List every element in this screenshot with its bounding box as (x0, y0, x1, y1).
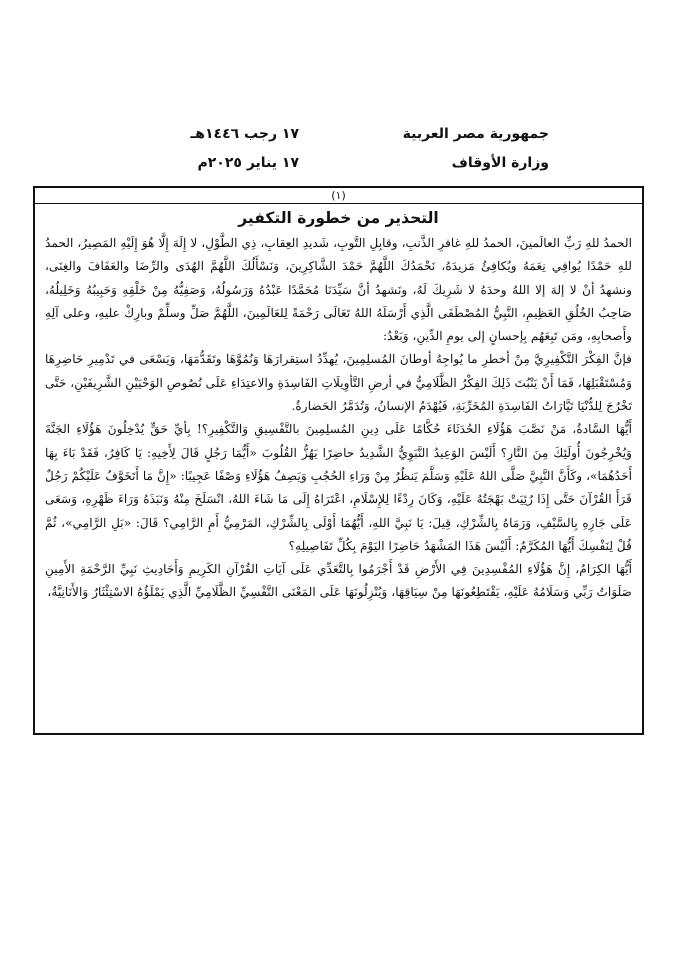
sermon-frame (33, 186, 644, 735)
paragraph-2: فإنَّ الفِكْرَ التَّكْفِيرِيَّ مِنْ أخطرِ ما يُواجِهُ أوطانَ المُسلِمِينَ، يُهدِّدُ استِقرارَهَا وَنُمُوَّهَا وتَقَدُّمَهَا، وَيَسْعَى في تَدْمِيرِ حَاضِرِهَا وَمُسْتَقْبَلِهَا، فَمَا أَنْ يَنْبُتَ ذَلِكَ الفِكْرُ الظَّلَامِيُّ في أرضِ التَّأوِيلَاتِ الفَاسِدَةِ والاعتِدَاءِ عَلَى نُصُوصِ الوَحْيَيْنِ الشَّرِيفَيْنِ، حَتَّى تَخْرُجَ لِلدُّنْيَا تَيَّارَاتُ الفَاسِدَةِ المُخَرِّبَةِ، فَيُهْدَمُ الإنسانُ، وَتُدَمَّرُ الحَضارةُ. (45, 352, 632, 414)
sermon-title: التحذير من خطورة التكفير (238, 209, 439, 227)
header-country: جمهورية مصر العربية (402, 126, 549, 142)
paragraph-1: الحمدُ للهِ رَبِّ العالَمينَ، الحمدُ للهِ غافرِ الذَّنبِ، وقابِلِ التَّوبِ، شَديدِ العِقابِ، ذِي الطَّوْلِ، لا إِلَهَ إِلَّا هُوَ إِلَيْهِ المَصِيرُ، الحمدُ للهِ حَمْدًا يُوافِي نِعَمَهُ ويُكافِئُ مَزيدَهُ، نَحْمَدُكَ اللَّهُمَّ حَمْدَ الشَّاكِرِينَ، وَنَسْأَلُكَ اللَّهُمَّ الهُدَى والرِّضَا والعَفَافَ والغِنَى، ونشهدُ أنْ لا إلهَ إلا اللهُ وحدَهُ لا شَرِيكَ لَهُ، ونَشهدُ أنَّ سَيِّدَنَا مُحَمَّدًا عَبْدُهُ وَرَسُولُهُ، وَصَفِيُّهُ مِنْ خَلْقِهِ وَحَبِيبُهُ وَخَلِيلُهُ، صَاحِبُ الخُلُقِ العَظِيمِ، النَّبِيُّ المُصْطَفَى الَّذِي أَرْسَلَهُ اللهُ تَعَالَى رَحْمَةً لِلعَالَمِينَ، اللَّهُمَّ صَلِّ وسلِّمْ وبارِكْ عليهِ، وعلى آلِهِ وأَصحابِهِ، ومَن تَبِعَهُم بِإحسانٍ إلى يومِ الدِّينِ، وَبَعْدُ: (45, 236, 632, 344)
sermon-body (45, 232, 632, 727)
header-ministry: وزارة الأوقاف (451, 155, 549, 171)
frame-divider (35, 203, 642, 204)
paragraph-4: أَيُّهَا الكِرَامُ، إِنَّ هَؤُلَاءِ المُفْسِدِينَ فِي الأَرْضِ قَدْ أَجْرَمُوا بِالتَّعَدِّي عَلَى آيَاتِ القُرْآنِ الكَرِيمِ وَأَحَادِيثِ نَبِيِّ الرَّحْمَةِ الأَمِينِ صَلَوَاتُ رَبِّي وَسَلَامُهُ عَلَيْهِ، يَقْتَطِعُونَهَا مِنْ سِيَاقِهَا، وَيُنْزِلُونَهَا عَلَى المَعْنَى النَّفْسِيِّ الظَّلَامِيِّ الَّذِي يَمْلَؤُهُ الاسْتِئْثَارُ وَالأَنَانِيَّةُ، (45, 562, 632, 600)
header-hijri-date: ١٧ رجب ١٤٤٦هـ (190, 126, 299, 142)
paragraph-3: أَيُّهَا السَّادةُ، مَنْ نَصَّبَ هَؤُلَاءِ الحُدَثَاءَ حُكَّامًا عَلَى دِينِ المُسلِمِينَ بالتَّفْسِيقِ وَالتَّكْفِيرِ؟! بِأيِّ حَقٍّ يُدْخِلُونَ هَؤُلَاءِ الجَنَّةَ وَيُخْرِجُونَ أُولَئِكَ مِنَ النَّارِ؟ أَلَيْسَ الوَعِيدُ النَّبَوِيُّ الشَّدِيدُ حاضِرًا يَهُزُّ القُلُوبَ «أَيُّمَا رَجُلٍ قَالَ لِأَخِيهِ: يَا كَافِرُ، فَقَدْ بَاءَ بِهَا أَحَدُهُمَا»، وكَأَنَّ النَّبِيَّ صَلَّى اللهُ عَلَيْهِ وَسَلَّمَ يَنظُرُ مِنْ وَرَاءِ الحُجُبِ وَيَصِفُ هَؤُلَاءِ وَصْفًا عَجِيبًا: «إِنَّ مَا أَتَخَوَّفُ عَلَيْكُمْ رَجُلٌ قَرَأَ القُرْآنَ حَتَّى إِذَا رُئِيَتْ بَهْجَتُهُ عَلَيْهِ، وَكَانَ رِدْءًا لِلإِسْلَامِ، اعْتَرَاهُ إِلَى مَا شَاءَ اللهُ، انْسَلَخَ مِنْهُ وَنَبَذَهُ وَرَاءَ ظَهْرِهِ، وَسَعَى عَلَى جَارِهِ بِالسَّيْفِ، وَرَمَاهُ بِالشِّرْكِ، قِيلَ: يَا نَبِيَّ اللهِ، أَيُّهُمَا أَوْلَى بِالشِّرْكِ، المَرْمِيُّ أَمِ الرَّامِي؟ قَالَ: «بَلِ الرَّامِي»، ثُمَّ قُلْ لِنَفْسِكَ أَيُّهَا المُكَرَّمُ: أَلَيْسَ هَذَا المَشْهَدُ حَاضِرًا اليَوْمَ بِكُلِّ تَفَاصِيلِهِ؟ (45, 422, 632, 553)
sermon-number: (١) (331, 189, 346, 202)
header-gregorian-date: ١٧ يناير ٢٠٢٥م (197, 155, 299, 171)
